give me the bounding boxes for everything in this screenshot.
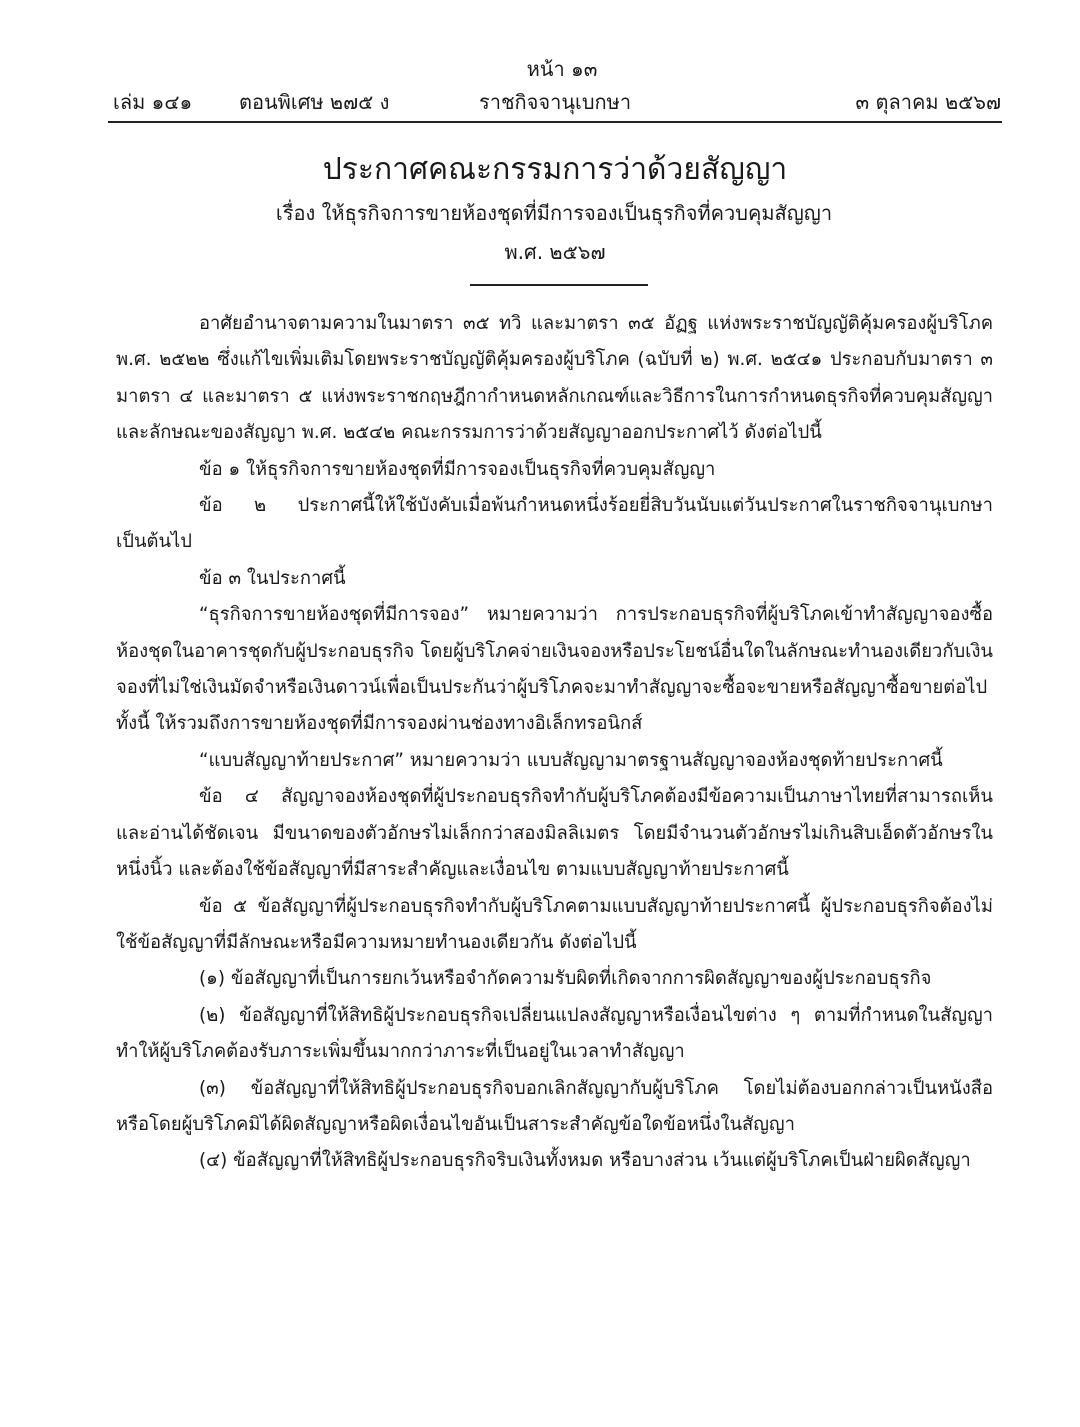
- clause-5-item-1: (๑) ข้อสัญญาที่เป็นการยกเว้นหรือจำกัดความรับผิดที่เกิดจากการผิดสัญญาของผู้ประกอบธุรกิจ: [199, 968, 932, 990]
- clause-2: ข้อ ๒ ประกาศนี้ให้ใช้บังคับเมื่อพ้นกำหนดหนึ่งร้อยยี่สิบวันนับแต่วันประกาศในราชกิจจานุเบกษาเป็นต้นไป: [116, 495, 993, 553]
- header-divider: [108, 121, 1002, 123]
- document-subject: เรื่อง ให้ธุรกิจการขายห้องชุดที่มีการจองเป็นธุรกิจที่ควบคุมสัญญา: [275, 201, 833, 225]
- gazette-name: ราชกิจจานุเบกษา: [479, 90, 632, 114]
- clause-5-item-2: (๒) ข้อสัญญาที่ให้สิทธิผู้ประกอบธุรกิจเปลี่ยนแปลงสัญญาหรือเงื่อนไขต่าง ๆ ตามที่กำหนดในสัญญา ทำให้ผู้บริโภคต้องรับภาระเพิ่มขึ้นมากกว่าภาระที่เป็นอยู่ในเวลาทำสัญญา: [116, 1004, 993, 1063]
- clause-1: ข้อ ๑ ให้ธุรกิจการขายห้องชุดที่มีการจองเป็นธุรกิจที่ควบคุมสัญญา: [199, 458, 716, 480]
- document-year: พ.ศ. ๒๕๖๗: [504, 240, 606, 264]
- issue-label: ตอนพิเศษ ๒๗๕ ง: [239, 90, 390, 114]
- gazette-header: [113, 88, 1001, 118]
- page-number: หน้า ๑๓: [526, 57, 598, 81]
- document-body: [116, 306, 993, 1180]
- clause-4: ข้อ ๔ สัญญาจองห้องชุดที่ผู้ประกอบธุรกิจทำกับผู้บริโภคต้องมีข้อความเป็นภาษาไทยที่สามารถเห็นและอ่านได้ชัดเจน มีขนาดของตัวอักษรไม่เล็กกว่าสองมิลลิเมตร โดยมีจำนวนตัวอักษรไม่เกินสิบเอ็ดตัวอักษรในหนึ่งนิ้ว และต้องใช้ข้อสัญญาที่มีสาระสำคัญและเงื่อนไข ตามแบบสัญญาท้ายประกาศนี้: [116, 786, 993, 881]
- title-divider: [470, 284, 648, 286]
- preamble-paragraph: อาศัยอำนาจตามความในมาตรา ๓๕ ทวิ และมาตรา ๓๕ อัฏฐ แห่งพระราชบัญญัติคุ้มครองผู้บริโภค พ.ศ. ๒๕๒๒ ซึ่งแก้ไขเพิ่มเติมโดยพระราชบัญญัติคุ้มครองผู้บริโภค (ฉบับที่ ๒) พ.ศ. ๒๕๔๑ ประกอบกับมาตรา ๓ มาตรา ๔ และมาตรา ๕ แห่งพระราชกฤษฎีกากำหนดหลักเกณฑ์และวิธีการในการกำหนดธุรกิจที่ควบคุมสัญญาและลักษณะของสัญญา พ.ศ. ๒๕๔๒ คณะกรรมการว่าด้วยสัญญาออกประกาศไว้ ดังต่อไปนี้: [116, 313, 993, 444]
- definition-contract-form: “แบบสัญญาท้ายประกาศ” หมายความว่า แบบสัญญามาตรฐานสัญญาจองห้องชุดท้ายประกาศนี้: [199, 749, 943, 771]
- volume-label: เล่ม ๑๔๑: [113, 90, 193, 114]
- clause-5-item-4: (๔) ข้อสัญญาที่ให้สิทธิผู้ประกอบธุรกิจริบเงินทั้งหมด หรือบางส่วน เว้นแต่ผู้บริโภคเป็นฝ่ายผิดสัญญา: [199, 1150, 971, 1172]
- document-title: ประกาศคณะกรรมการว่าด้วยสัญญา: [322, 152, 788, 187]
- clause-5-item-3: (๓) ข้อสัญญาที่ให้สิทธิผู้ประกอบธุรกิจบอกเลิกสัญญากับผู้บริโภค โดยไม่ต้องบอกกล่าวเป็นหนังสือ หรือโดยผู้บริโภคมิได้ผิดสัญญาหรือผิดเงื่อนไขอันเป็นสาระสำคัญข้อใดข้อหนึ่งในสัญญา: [116, 1077, 993, 1135]
- publication-date: ๓ ตุลาคม ๒๕๖๗: [855, 90, 1001, 114]
- clause-5: ข้อ ๕ ข้อสัญญาที่ผู้ประกอบธุรกิจทำกับผู้บริโภคตามแบบสัญญาท้ายประกาศนี้ ผู้ประกอบธุรกิจต้องไม่ใช้ข้อสัญญาที่มีลักษณะหรือมีความหมายทำนองเดียวกัน ดังต่อไปนี้: [116, 895, 993, 953]
- clause-3: ข้อ ๓ ในประกาศนี้: [199, 567, 346, 589]
- definition-booking-business: “ธุรกิจการขายห้องชุดที่มีการจอง” หมายความว่า การประกอบธุรกิจที่ผู้บริโภคเข้าทำสัญญาจองซื้อห้องชุดในอาคารชุดกับผู้ประกอบธุรกิจ โดยผู้บริโภคจ่ายเงินจองหรือประโยชน์อื่นใดในลักษณะทำนองเดียวกับเงินจองที่ไม่ใช่เงินมัดจำหรือเงินดาวน์เพื่อเป็นประกันว่าผู้บริโภคจะมาทำสัญญาจะซื้อจะขายหรือสัญญาซื้อขายต่อไป ทั้งนี้ ให้รวมถึงการขายห้องชุดที่มีการจองผ่านช่องทางอิเล็กทรอนิกส์: [116, 604, 993, 735]
